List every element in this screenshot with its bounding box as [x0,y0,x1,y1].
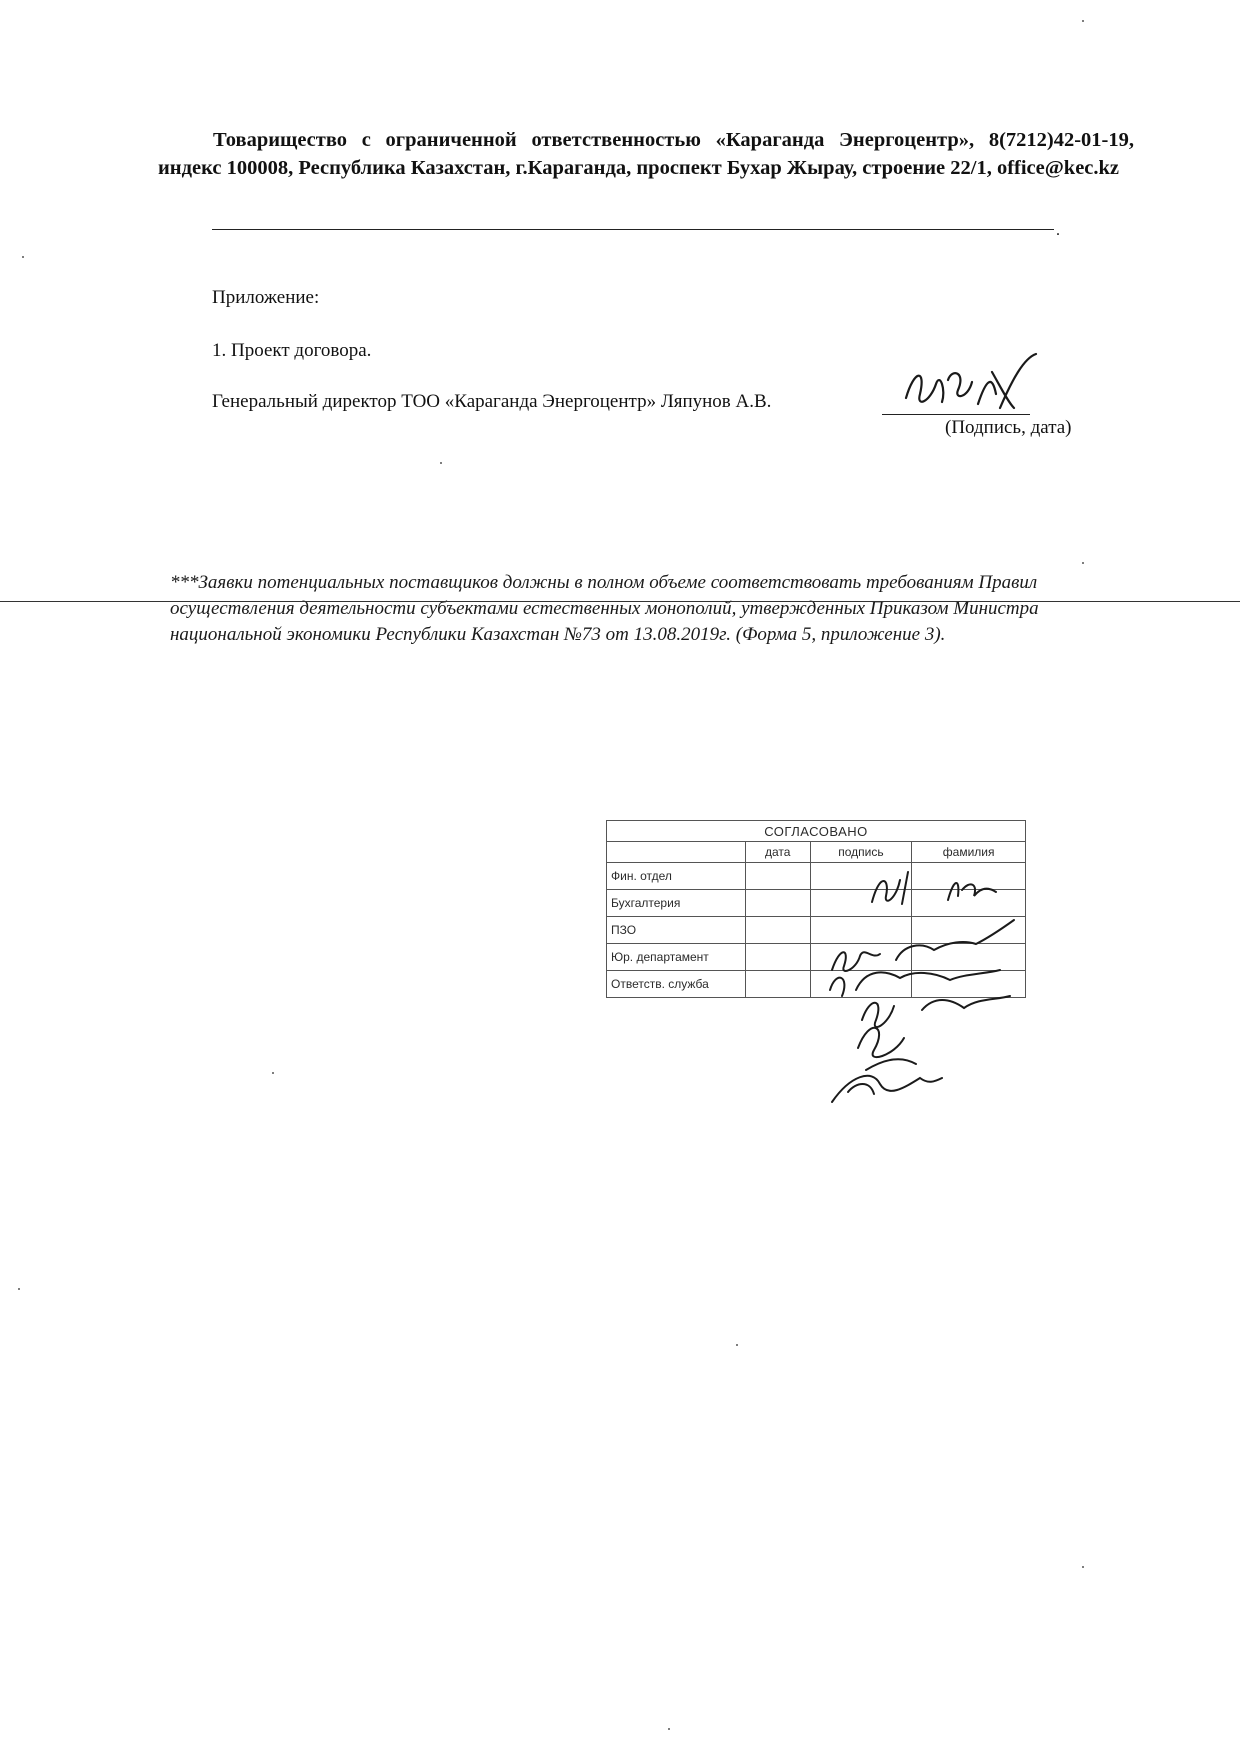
stamp-row [607,890,1026,917]
scan-speck [668,1728,670,1730]
stamp-cell [912,944,1026,971]
stamp-cell [810,944,912,971]
appendix-label: Приложение: [212,287,320,308]
scan-speck [22,256,24,258]
stamp-row [607,863,1026,890]
stamp-cell [912,971,1026,998]
stamp-cell [746,890,811,917]
stamp-cell [746,863,811,890]
stamp-cell [810,890,912,917]
company-header: Товарищество с ограниченной ответственностью «Караганда Энергоцентр», 8(7212)42-01-19, индекс 100008, Республика Казахстан, г.Караганда, проспект Бухар Жырау, строение 22/1, office@kec.kz [158,129,1134,179]
scan-speck [1082,1566,1084,1568]
stamp-col-signature: подпись [810,842,912,863]
requirements-note: ***Заявки потенциальных поставщиков должны в полном объеме соответствовать требованиям Правил осуществления деятельности субъектами естественных монополий, утвержденных Приказом Министра национальной экономики Республики Казахстан №73 от 13.08.2019г. (Форма 5, приложение 3). [170,572,1039,645]
stamp-row-label: Ответств. служба [607,971,746,998]
signature-caption: (Подпись, дата) [945,417,1072,438]
stamp-col-surname: фамилия [912,842,1026,863]
approval-stamp [604,820,1034,1036]
stamp-cell [810,863,912,890]
scan-speck [18,1288,20,1290]
scan-speck [736,1344,738,1346]
header-rule [212,229,1054,230]
approval-table [606,820,1026,998]
stamp-title: СОГЛАСОВАНО [607,821,1026,842]
scan-speck [272,1072,274,1074]
director-line: Генеральный директор ТОО «Караганда Энергоцентр» Ляпунов А.В. [212,391,772,412]
stamp-row [607,944,1026,971]
stamp-cell [746,917,811,944]
stamp-cell [810,917,912,944]
stamp-row [607,971,1026,998]
stamp-cell [912,890,1026,917]
appendix-item: 1. Проект договора. [212,340,372,361]
stamp-cell [746,971,811,998]
stamp-header-blank [607,842,746,863]
stamp-cell [810,971,912,998]
stamp-row [607,917,1026,944]
scan-speck [440,462,442,464]
stamp-cell [912,863,1026,890]
scan-artifact-line [0,601,1240,602]
stamp-row-label: Юр. департамент [607,944,746,971]
rule-end-mark: . [1056,222,1060,239]
stamp-row-label: Бухгалтерия [607,890,746,917]
stamp-row-label: Фин. отдел [607,863,746,890]
stamp-cell [912,917,1026,944]
scan-speck [1082,562,1084,564]
stamp-row-label: ПЗО [607,917,746,944]
stamp-cell [746,944,811,971]
stamp-col-date: дата [746,842,811,863]
scan-speck [1082,20,1084,22]
